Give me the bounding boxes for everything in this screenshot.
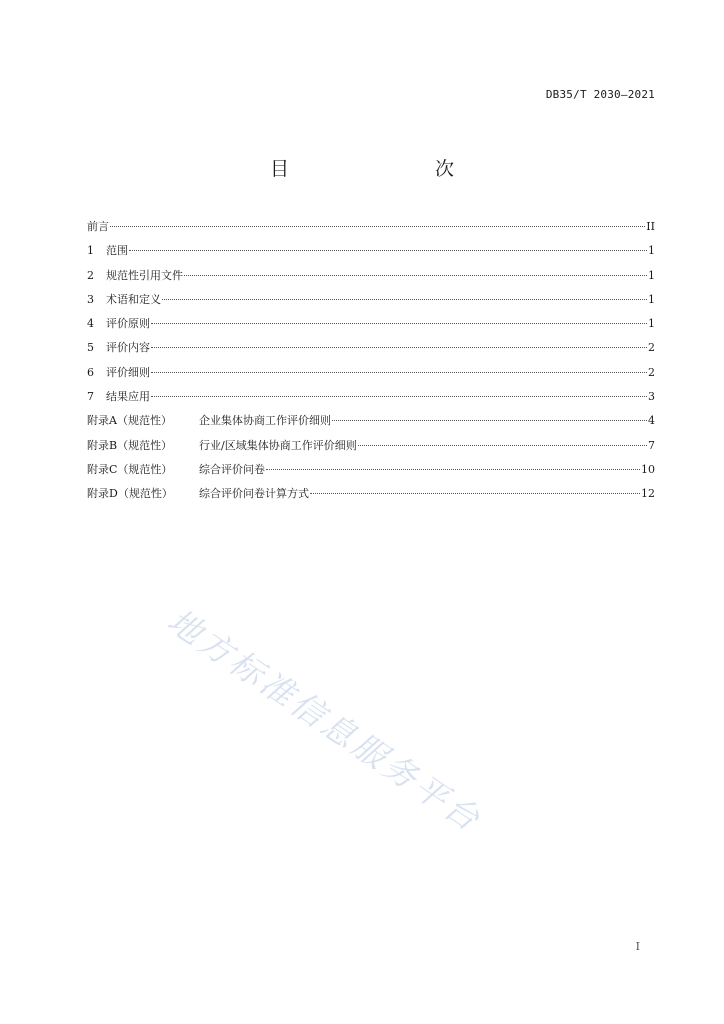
toc-leader-dots xyxy=(151,396,647,397)
toc-leader-dots xyxy=(332,420,647,421)
watermark: 地方标准信息服务平台 xyxy=(160,600,490,841)
toc-entry-page: 1 xyxy=(648,317,655,331)
toc-entry-number: 6 xyxy=(87,365,94,379)
toc-entry-number: 1 xyxy=(87,244,94,258)
toc-entry-appendix-d[interactable] xyxy=(87,484,655,508)
toc-entry-application[interactable] xyxy=(87,387,655,411)
toc-entry-page: 7 xyxy=(648,438,655,452)
toc-entry-page: 10 xyxy=(641,462,655,476)
toc-leader-dots xyxy=(110,226,645,227)
page-number: I xyxy=(635,940,640,953)
toc-leader-dots xyxy=(184,275,647,276)
toc-entry-number: 附录C（规范性） xyxy=(87,462,173,476)
toc-entry-number: 附录A（规范性） xyxy=(87,414,172,428)
toc-entry-page: 1 xyxy=(648,292,655,306)
toc-entry-page: II xyxy=(646,220,655,233)
toc-entry-title: 评价内容 xyxy=(106,341,150,355)
toc-entry-page: 4 xyxy=(648,414,655,428)
toc-entry-title: 行业/区域集体协商工作评价细则 xyxy=(199,438,357,452)
toc-entry-number: 4 xyxy=(87,317,94,331)
toc-entry-content[interactable] xyxy=(87,338,655,362)
toc-entry-page: 2 xyxy=(648,341,655,355)
toc-entry-title: 结果应用 xyxy=(106,390,150,404)
table-of-contents xyxy=(87,217,655,509)
toc-leader-dots xyxy=(162,299,647,300)
toc-entry-appendix-a[interactable] xyxy=(87,411,655,435)
page-title: 目 次 xyxy=(269,158,490,180)
toc-entry-number: 7 xyxy=(87,390,94,404)
toc-entry-number: 附录B（规范性） xyxy=(87,438,173,452)
toc-entry-title: 规范性引用文件 xyxy=(106,268,183,282)
toc-entry-number: 3 xyxy=(87,292,94,306)
toc-entry-normative-references[interactable] xyxy=(87,266,655,290)
toc-entry-page: 12 xyxy=(641,487,655,501)
toc-entry-principles[interactable] xyxy=(87,314,655,338)
standard-code: DB35/T 2030—2021 xyxy=(545,88,655,101)
toc-entry-title: 前言 xyxy=(87,220,109,233)
toc-leader-dots xyxy=(266,469,640,470)
toc-leader-dots xyxy=(310,493,640,494)
toc-entry-terms[interactable] xyxy=(87,290,655,314)
toc-entry-title: 综合评价问卷 xyxy=(199,462,265,476)
toc-entry-page: 3 xyxy=(648,390,655,404)
toc-entry-rules[interactable] xyxy=(87,363,655,387)
toc-entry-appendix-b[interactable] xyxy=(87,436,655,460)
toc-leader-dots xyxy=(151,323,647,324)
toc-leader-dots xyxy=(129,250,647,251)
toc-entry-number: 5 xyxy=(87,341,94,355)
toc-entry-title: 术语和定义 xyxy=(106,292,161,306)
toc-entry-page: 2 xyxy=(648,365,655,379)
toc-entry-appendix-c[interactable] xyxy=(87,460,655,484)
toc-entry-title: 评价原则 xyxy=(106,317,150,331)
toc-entry-page: 1 xyxy=(648,268,655,282)
toc-leader-dots xyxy=(151,347,647,348)
toc-entry-title: 评价细则 xyxy=(106,365,150,379)
toc-entry-number: 附录D（规范性） xyxy=(87,487,173,501)
toc-leader-dots xyxy=(358,445,647,446)
toc-entry-number: 2 xyxy=(87,268,94,282)
toc-entry-foreword[interactable] xyxy=(87,217,655,241)
toc-entry-title: 范围 xyxy=(106,244,128,258)
toc-entry-title: 企业集体协商工作评价细则 xyxy=(199,414,331,428)
toc-entry-scope[interactable] xyxy=(87,241,655,265)
toc-leader-dots xyxy=(151,372,647,373)
toc-entry-page: 1 xyxy=(648,244,655,258)
toc-entry-title: 综合评价问卷计算方式 xyxy=(199,487,309,501)
